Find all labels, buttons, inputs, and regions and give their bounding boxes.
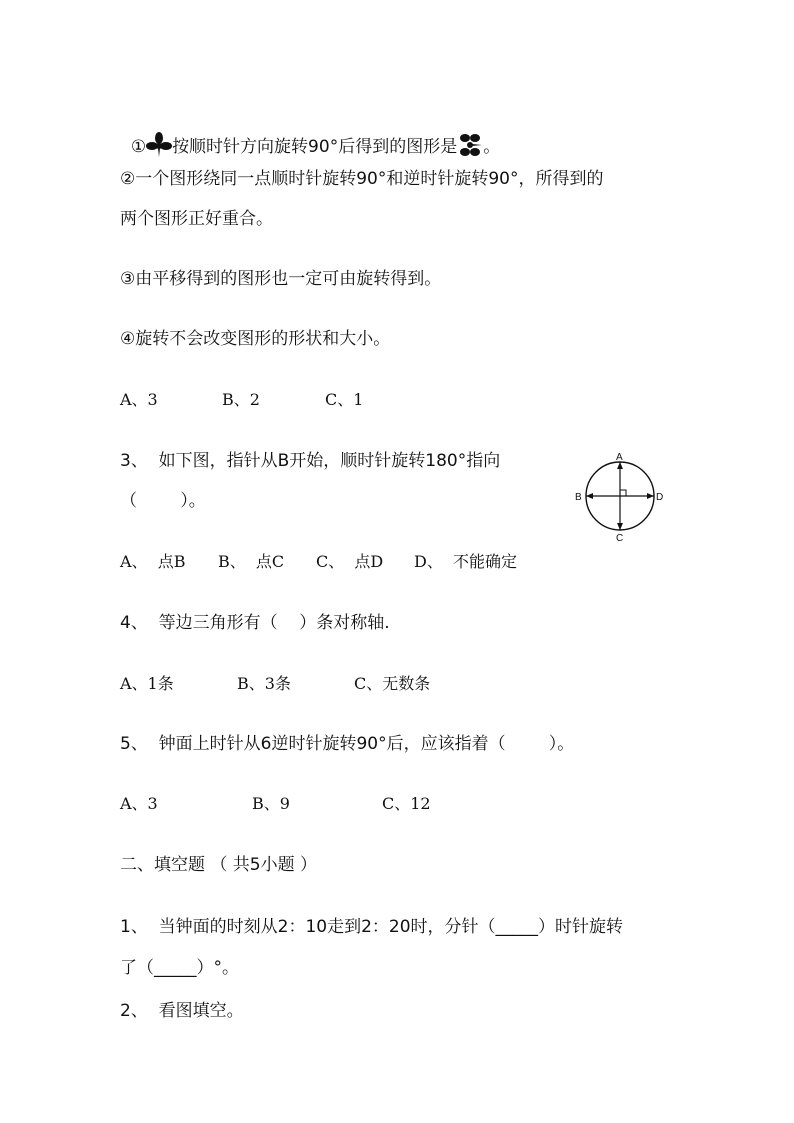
right-angle-marker xyxy=(620,490,626,496)
arrow-up-icon xyxy=(617,462,623,469)
q4-option-a: A、1条 xyxy=(120,674,174,693)
dial-label-d: D xyxy=(656,492,664,503)
dial-label-b: B xyxy=(575,492,582,503)
q4-option-b: B、3条 xyxy=(237,674,291,693)
q3-option-c: C、 点D xyxy=(316,552,384,571)
fill-q1-line-2: 了（_____）°。 xyxy=(120,958,239,978)
q2-option-a: A、3 xyxy=(120,390,158,409)
dial-label-a: A xyxy=(616,452,623,463)
statement-2-line-1: ②一个图形绕同一点顺时针旋转90°和逆时针旋转90°，所得到的 xyxy=(120,169,604,189)
q2-option-c: C、1 xyxy=(325,390,364,409)
q5-option-a: A、3 xyxy=(120,794,158,813)
q3-blank: （ ）。 xyxy=(120,491,206,511)
q4-question: 4、 等边三角形有（ ）条对称轴. xyxy=(120,613,390,633)
q3-option-b: B、 点C xyxy=(218,552,285,571)
statement-1-end: 。 xyxy=(483,137,501,157)
section-2-title: 二、填空题 （ 共5小题 ） xyxy=(120,855,318,875)
arrow-right-icon xyxy=(647,493,654,499)
q4-option-c: C、无数条 xyxy=(354,674,431,693)
dial-label-c: C xyxy=(616,533,624,542)
q5-option-c: C、12 xyxy=(382,794,431,813)
q5-option-b: B、9 xyxy=(252,794,290,813)
statement-4: ④旋转不会改变图形的形状和大小。 xyxy=(120,329,391,349)
q2-option-b: B、2 xyxy=(222,390,260,409)
q3-question: 3、 如下图，指针从B开始，顺时针旋转180°指向 xyxy=(120,451,501,471)
pinwheel-icon xyxy=(146,132,172,158)
statement-1-prefix: ① xyxy=(130,137,147,157)
fill-q1-line-1: 1、 当钟面的时刻从2：10走到2：20时，分针（_____）时针旋转 xyxy=(120,917,624,937)
statement-1 xyxy=(120,110,500,158)
arrow-down-icon xyxy=(617,523,623,530)
dial-diagram xyxy=(574,450,666,542)
arrow-left-icon xyxy=(586,493,593,499)
q5-question: 5、 钟面上时针从6逆时针旋转90°后，应该指着（ ）。 xyxy=(120,734,575,754)
pinwheel-rotated-icon xyxy=(457,132,483,158)
statement-3: ③由平移得到的图形也一定可由旋转得到。 xyxy=(120,269,442,289)
statement-2-line-2: 两个图形正好重合。 xyxy=(120,209,273,229)
q3-option-a: A、 点B xyxy=(120,552,186,571)
statement-1-text: 按顺时针方向旋转90°后得到的图形是 xyxy=(172,137,458,157)
fill-q2-line-1: 2、 看图填空。 xyxy=(120,1001,244,1021)
q3-option-d: D、 不能确定 xyxy=(414,552,518,571)
